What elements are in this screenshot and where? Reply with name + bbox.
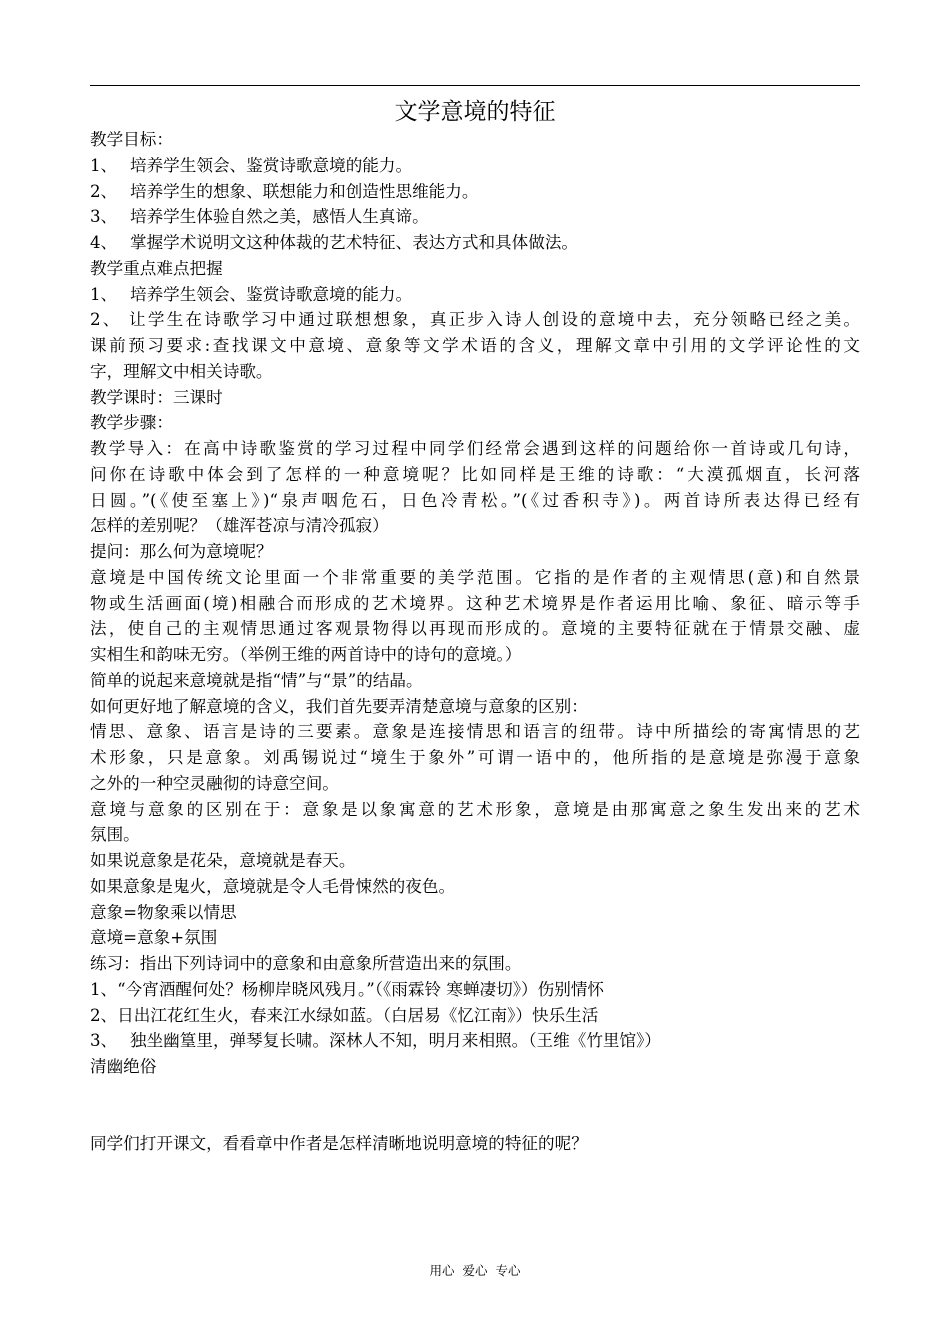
definition-line: 法，使自己的主观情思通过客观景物得以再现而形成的。意境的主要特征就在于情景交融、虚 bbox=[90, 619, 860, 639]
analogy-line: 如果意象是鬼火，意境就是令人毛骨悚然的夜色。 bbox=[90, 876, 456, 896]
key-point-item bbox=[90, 282, 860, 308]
objective-number: 3、 bbox=[90, 207, 118, 227]
exercise-item: 1、“今宵酒醒何处？杨柳岸晓风残月。”（《雨霖铃 寒蝉凄切》）伤别情怀 bbox=[90, 979, 605, 999]
class-periods: 教学课时：三课时 bbox=[90, 387, 223, 407]
document-title: 文学意境的特征 bbox=[394, 99, 556, 125]
objective-item bbox=[90, 204, 860, 230]
objectives-heading: 教学目标： bbox=[90, 130, 173, 149]
exercise-item: 2、日出江花红生火，春来江水绿如蓝。（白居易《忆江南》）快乐生活 bbox=[90, 1005, 599, 1025]
elements-line: 之外的一种空灵融彻的诗意空间。 bbox=[90, 773, 339, 793]
elements-line: 情思、意象、语言是诗的三要素。意象是连接情思和语言的纽带。诗中所描绘的寄寓情思的艺 bbox=[90, 722, 860, 742]
objective-text: 培养学生领会、鉴赏诗歌意境的能力。 bbox=[130, 155, 413, 175]
key-points-heading: 教学重点难点把握 bbox=[90, 258, 223, 278]
key-point-text: 培养学生领会、鉴赏诗歌意境的能力。 bbox=[130, 284, 413, 304]
exercise-number: 3、 bbox=[90, 1031, 118, 1051]
exercise-heading: 练习：指出下列诗词中的意象和由意象所营造出来的氛围。 bbox=[90, 954, 522, 973]
objective-number: 2、 bbox=[90, 181, 118, 201]
objective-number: 1、 bbox=[90, 155, 118, 175]
analogy-line: 如果说意象是花朵，意境就是春天。 bbox=[90, 851, 356, 870]
objective-item bbox=[90, 230, 860, 256]
preview-line: 课前预习要求:查找课文中意境、意象等文学术语的含义，理解文章中引用的文学评论性的文 bbox=[90, 336, 860, 355]
intro-line: 怎样的差别呢？（雄浑苍凉与清冷孤寂） bbox=[90, 516, 389, 536]
simple-summary: 简单的说起来意境就是指“情”与“景”的结晶。 bbox=[90, 670, 423, 690]
objective-item bbox=[90, 153, 860, 179]
definition-line: 物或生活画面(境)相融合而形成的艺术境界。这种艺术境界是作者运用比喻、象征、暗示等手 bbox=[90, 593, 860, 613]
exercise-answer: 清幽绝俗 bbox=[90, 1057, 157, 1076]
exercise-text: 独坐幽篁里，弹琴复长啸。深林人不知，明月来相照。（王维《竹里馆》） bbox=[130, 1031, 661, 1051]
key-point-number: 1、 bbox=[90, 284, 118, 304]
closing-line: 同学们打开课文，看看章中作者是怎样清晰地说明意境的特征的呢？ bbox=[90, 1134, 588, 1154]
formula-line: 意境=意象+氛围 bbox=[90, 928, 218, 948]
formula-line: 意象=物象乘以情思 bbox=[90, 902, 237, 922]
intro-line: 问你在诗歌中体会到了怎样的一种意境呢？比如同样是王维的诗歌：“大漠孤烟直，长河落 bbox=[90, 464, 860, 484]
intro-line: 教学导入：在高中诗歌鉴赏的学习过程中同学们经常会遇到这样的问题给你一首诗或几句诗， bbox=[90, 439, 860, 458]
howto-line: 如何更好地了解意境的含义，我们首先要弄清楚意境与意象的区别： bbox=[90, 696, 588, 716]
objective-item bbox=[90, 179, 860, 205]
elements-line: 术形象，只是意象。刘禹锡说过“境生于象外”可谓一语中的，他所指的是意境是弥漫于意象 bbox=[90, 748, 860, 767]
objective-text: 掌握学术说明文这种体裁的艺术特征、表达方式和具体做法。 bbox=[130, 233, 579, 252]
difference-line: 意境与意象的区别在于：意象是以象寓意的艺术形象，意境是由那寓意之象生发出来的艺术 bbox=[90, 799, 860, 819]
definition-line: 实相生和韵味无穷。（举例王维的两首诗中的诗句的意境。） bbox=[90, 645, 522, 664]
exercise-item bbox=[90, 1028, 860, 1054]
objective-text: 培养学生体验自然之美，感悟人生真谛。 bbox=[130, 207, 429, 227]
blank-space bbox=[90, 1080, 860, 1132]
difference-line: 氛围。 bbox=[90, 825, 140, 845]
question-line: 提问：那么何为意境呢？ bbox=[90, 542, 273, 561]
preview-line: 字，理解文中相关诗歌。 bbox=[90, 361, 273, 381]
key-point-item: 2、 让学生在诗歌学习中通过联想想象，真正步入诗人创设的意境中去，充分领略已经之美。 bbox=[90, 310, 860, 330]
document-body bbox=[90, 127, 860, 1157]
objective-text: 培养学生的想象、联想能力和创造性思维能力。 bbox=[130, 181, 479, 201]
objective-number: 4、 bbox=[90, 233, 118, 252]
definition-line: 意境是中国传统文论里面一个非常重要的美学范围。它指的是作者的主观情思(意)和自然景 bbox=[90, 567, 860, 587]
header-rule bbox=[90, 85, 860, 86]
intro-line: 日圆。”(《使至塞上》)“泉声咽危石，日色冷青松。”(《过香积寺》)。两首诗所表达得已经有 bbox=[90, 490, 860, 510]
steps-heading: 教学步骤： bbox=[90, 413, 173, 433]
page-footer: 用心 爱心 专心 bbox=[429, 1263, 521, 1278]
